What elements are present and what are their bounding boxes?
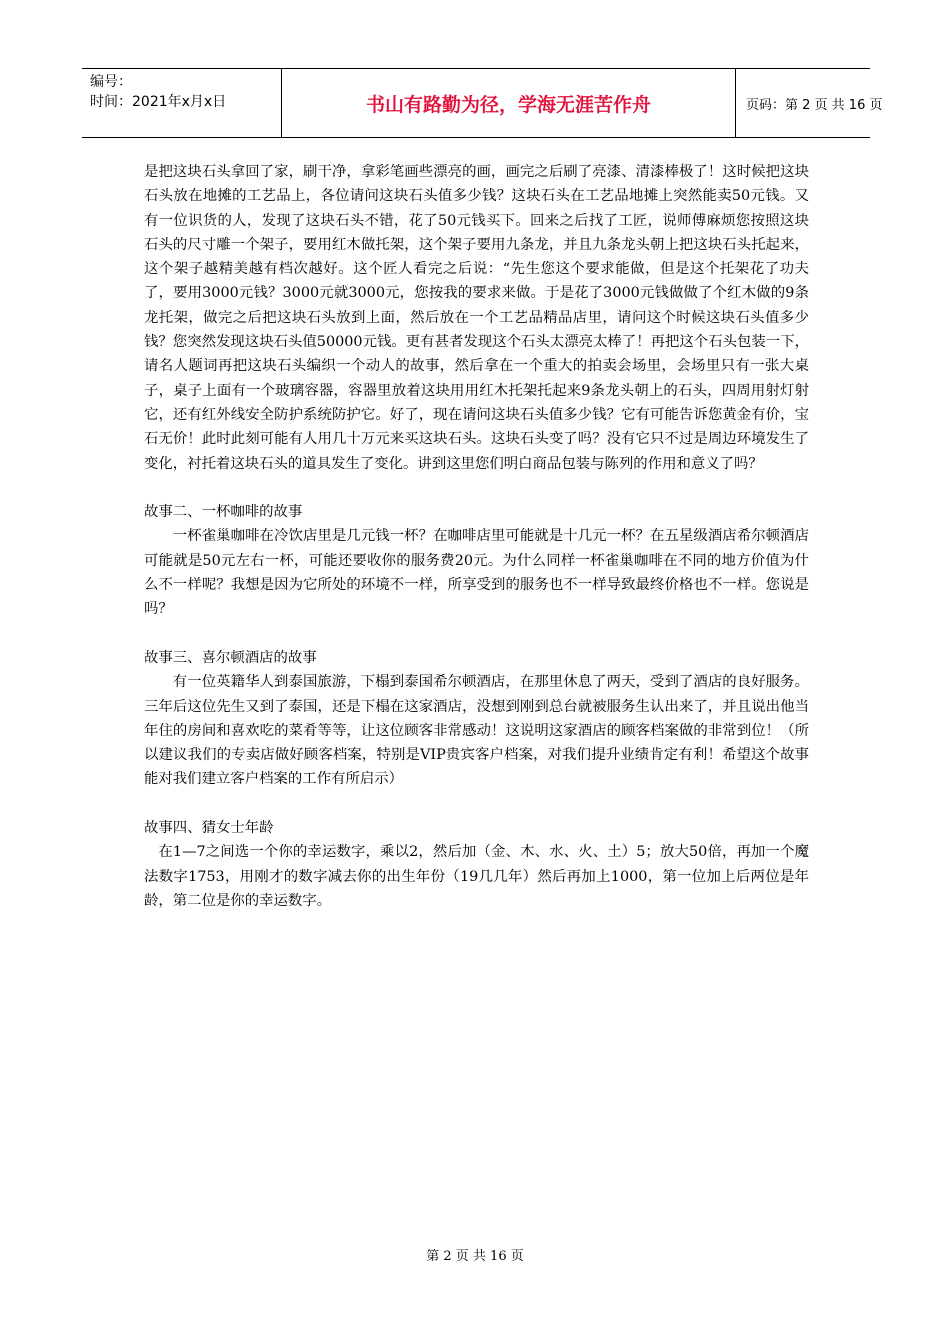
motto: 书山有路勤为径，学海无涯苦作舟 bbox=[282, 69, 736, 137]
page-label: 页码：第 2 页 共 16 页 bbox=[746, 97, 883, 113]
header-meta-cell bbox=[82, 69, 282, 137]
heading-story-2: 故事二、一杯咖啡的故事 bbox=[144, 504, 303, 521]
paragraph-coffee-story: 一杯雀巢咖啡在冷饮店里是几元钱一杯？在咖啡店里可能就是十几元一杯？在五星级酒店希尔顿酒店可能就是50元左右一杯，可能还要收你的服务费20元。为什么同样一杯雀巢咖啡在不同的地方价值为什么不一样呢？我想是因为它所处的环境不一样，所享受到的服务也不一样导致最终价格也不一样。您说是吗？ bbox=[144, 528, 809, 618]
heading-story-3: 故事三、喜尔顿酒店的故事 bbox=[144, 649, 317, 666]
heading-story-4: 故事四、猜女士年龄 bbox=[144, 820, 274, 837]
page-footer: 第 2 页 共 16 页 bbox=[426, 1249, 524, 1264]
paragraph-stone-story: 是把这块石头拿回了家，刷干净，拿彩笔画些漂亮的画，画完之后刷了亮漆、清漆棒极了！这时候把这块石头放在地摊的工艺品上，各位请问这块石头值多少钱？这块石头在工艺品地摊上突然能卖50元钱。又有一位识货的人，发现了这块石头不错，花了50元钱买下。回来之后找了工匠，说师傅麻烦您按照这块石头的尺寸雕一个架子，要用红木做托架，这个架子要用九条龙，并且九条龙头朝上把这块石头托起来，这个架子越精美越有档次越好。这个匠人看完之后说：“先生您这个要求能做，但是这个托架花了功夫了，要用3000元钱？3000元就3000元，您按我的要求来做。于是花了3000元钱做做了个红木做的9条龙托架，做完之后把这块石头放到上面，然后放在一个工艺品精品店里，请问这个时候这块石头值多少钱？您突然发现这块石头值50000元钱。更有甚者发现这个石头太漂亮太棒了！再把这个石头包装一下，请名人题词再把这块石头编织一个动人的故事，然后拿在一个重大的拍卖会场里，会场里只有一张大桌子，桌子上面有一个玻璃容器，容器里放着这块用用红木托架托起来9条龙头朝上的石头，四周用射灯射它，还有红外线安全防护系统防护它。好了，现在请问这块石头值多少钱？它有可能告诉您黄金有价，宝石无价！此时此刻可能有人用几十万元来买这块石头。这块石头变了吗？没有它只不过是周边环境发生了变化，衬托着这块石头的道具发生了变化。讲到这里您们明白商品包装与陈列的作用和意义了吗？ bbox=[144, 164, 809, 472]
paragraph-hotel-story: 有一位英籍华人到泰国旅游，下榻到泰国希尔顿酒店，在那里休息了两天，受到了酒店的良好服务。三年后这位先生又到了泰国，还是下榻在这家酒店，没想到刚到总台就被服务生认出来了，并且说出他当年住的房间和喜欢吃的菜肴等等，让这位顾客非常感动！这说明这家酒店的顾客档案做的非常到位！（所以建议我们的专卖店做好顾客档案，特别是VIP贵宾客户档案，对我们提升业绩肯定有利！希望这个故事能对我们建立客户档案的工作有所启示） bbox=[144, 674, 809, 788]
document-body bbox=[144, 160, 809, 913]
date-label: 时间：2021年x月x日 bbox=[90, 94, 227, 110]
header-table bbox=[82, 68, 883, 138]
paragraph-age-game: 在1—7之间选一个你的幸运数字，乘以2，然后加（金、木、水、火、土）5；放大50倍，再加一个魔法数字1753，用刚才的数字减去你的出生年份（19几几年）然后再加上1000，第一位加上后两位是年龄，第二位是你的幸运数字。 bbox=[144, 844, 809, 909]
number-label: 编号： bbox=[90, 74, 132, 90]
